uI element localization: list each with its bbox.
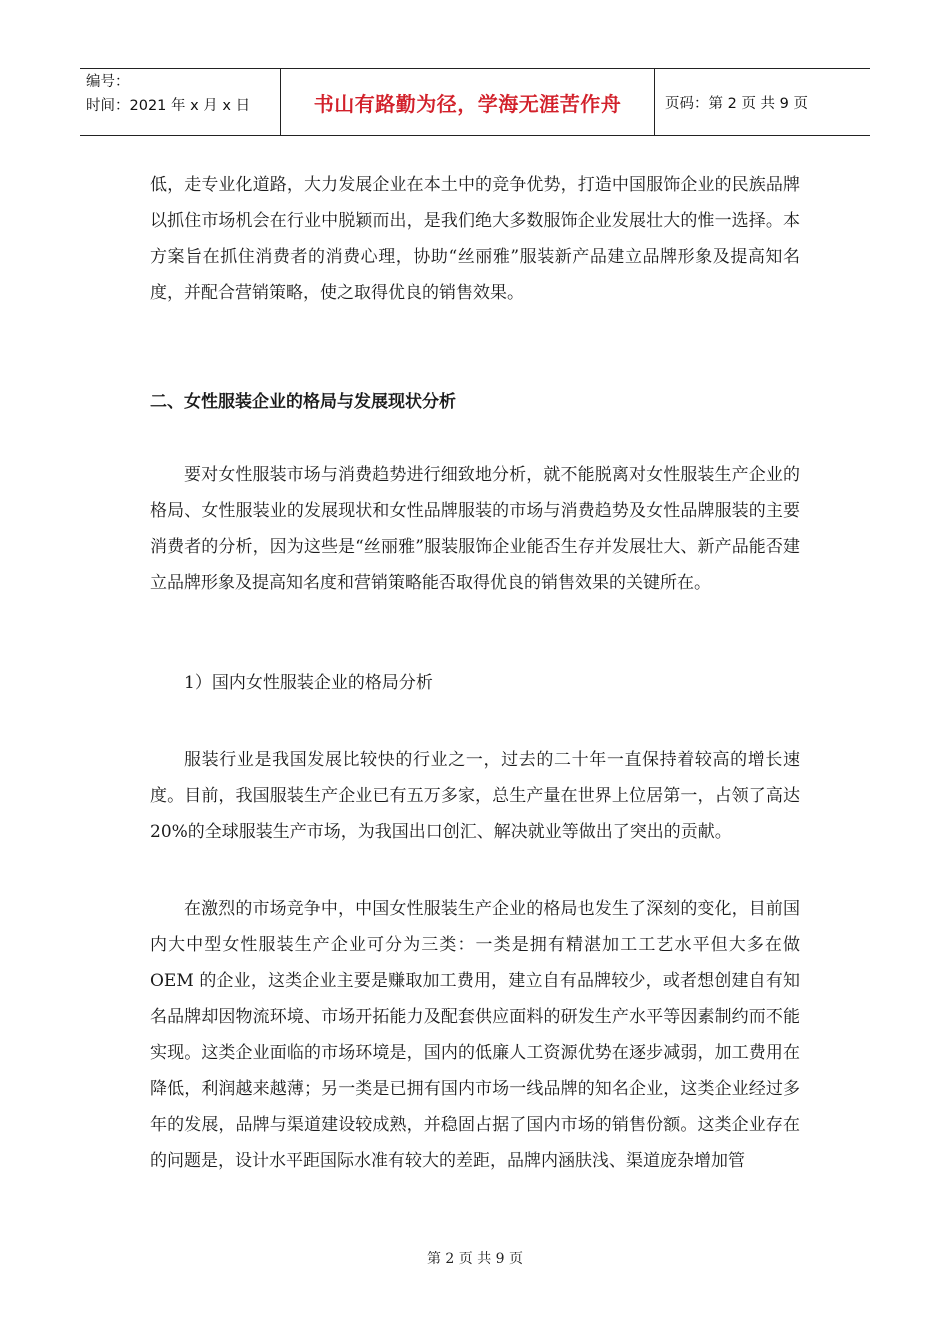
- header-meta: [80, 69, 281, 135]
- paragraph-3: 服装行业是我国发展比较快的行业之一，过去的二十年一直保持着较高的增长速度。目前，我国服装生产企业已有五万多家，总生产量在世界上位居第一，占领了高达 20%的全球服装生产市场，为我国出口创汇、解决就业等做出了突出的贡献。: [150, 750, 800, 842]
- paragraph-1: 低，走专业化道路，大力发展企业在本土中的竞争优势，打造中国服饰企业的民族品牌以抓住市场机会在行业中脱颖而出，是我们绝大多数服饰企业发展壮大的惟一选择。本方案旨在抓住消费者的消费心理，协助“丝丽雅”服装新产品建立品牌形象及提高知名度，并配合营销策略，使之取得优良的销售效果。: [150, 175, 800, 303]
- section-heading-2: 二、女性服装企业的格局与发展现状分析: [150, 392, 456, 412]
- paragraph-4: 在激烈的市场竞争中，中国女性服装生产企业的格局也发生了深刻的变化，目前国内大中型女性服装生产企业可分为三类：一类是拥有精湛加工工艺水平但大多在做 OEM 的企业，这类企业主要是赚取加工费用，建立自有品牌较少，或者想创建自有知名品牌却因物流环境、市场开拓能力及配套供应面料的研发生产水平等因素制约而不能实现。这类企业面临的市场环境是，国内的低廉人工资源优势在逐步减弱，加工费用在降低，利润越来越薄；另一类是已拥有国内市场一线品牌的知名企业，这类企业经过多年的发展，品牌与渠道建设较成熟，并稳固占据了国内市场的销售份额。这类企业存在的问题是，设计水平距国际水准有较大的差距，品牌内涵肤浅、渠道庞杂增加管: [150, 899, 800, 1171]
- paragraph-2: 要对女性服装市场与消费趋势进行细致地分析，就不能脱离对女性服装生产企业的格局、女性服装业的发展现状和女性品牌服装的市场与消费趋势及女性品牌服装的主要消费者的分析，因为这些是“丝丽雅”服装服饰企业能否生存并发展壮大、新产品能否建立品牌形象及提高知名度和营销策略能否取得优良的销售效果的关键所在。: [150, 465, 800, 593]
- subheading-1: 1）国内女性服装企业的格局分析: [184, 673, 433, 693]
- page-header: [80, 68, 870, 136]
- header-motto: 书山有路勤为径，学海无涯苦作舟: [281, 69, 655, 135]
- header-page-code: 页码：第 2 页 共 9 页: [665, 95, 808, 112]
- time-label: 时间：2021 年 x 月 x 日: [86, 98, 251, 114]
- page-footer: 第 2 页 共 9 页: [426, 1251, 524, 1267]
- number-label: 编号：: [86, 74, 130, 90]
